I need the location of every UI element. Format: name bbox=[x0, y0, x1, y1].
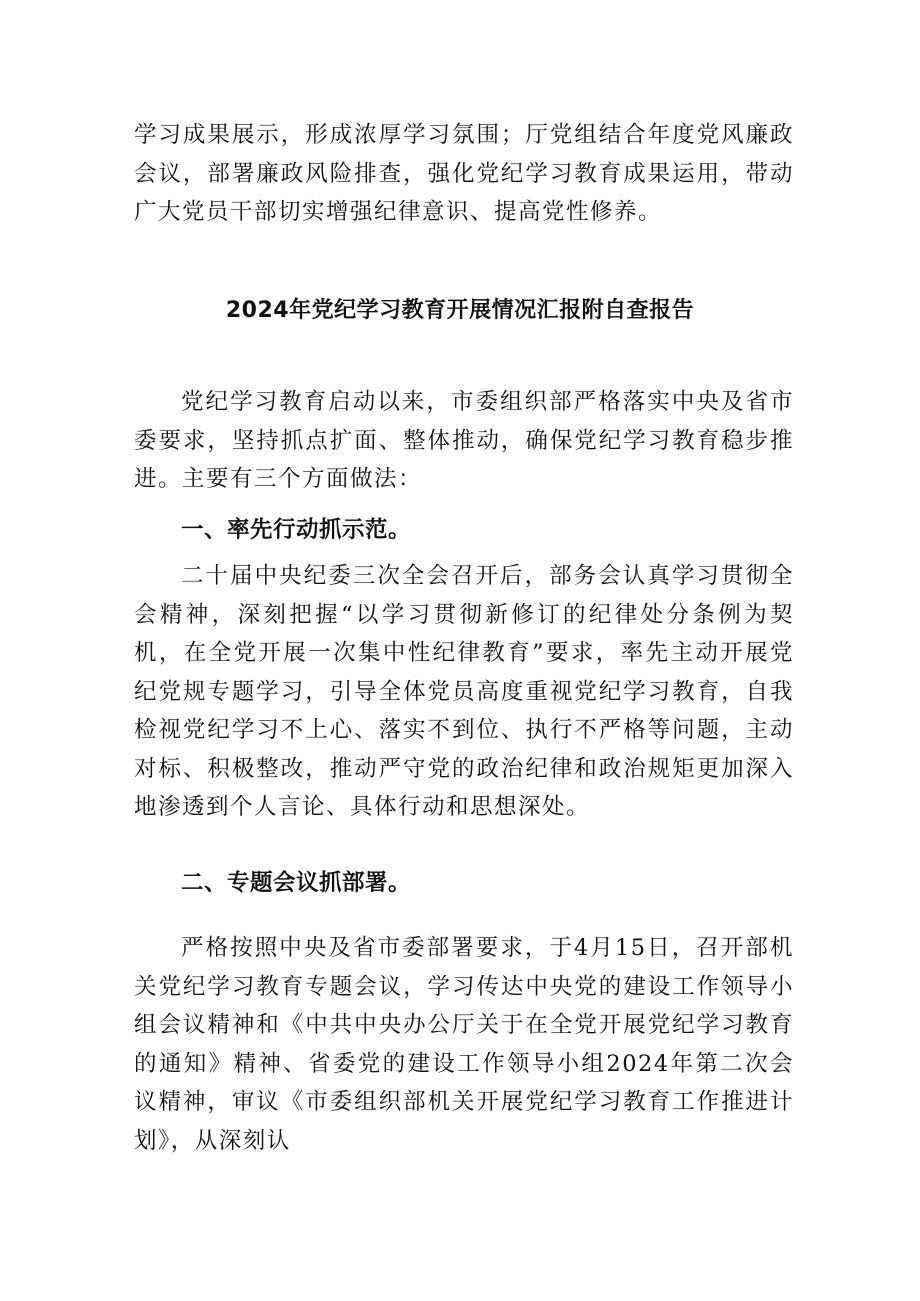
section-heading-1: 一、率先行动抓示范。 bbox=[181, 517, 412, 543]
paragraph-opening: 党纪学习教育启动以来，市委组织部严格落实中央及省市委要求，坚持抓点扩面、整体推动，确保党纪学习教育稳步推进。主要有三个方面做法： bbox=[134, 389, 794, 492]
paragraph-section-2: 严格按照中央及省市委部署要求，于4月15日，召开部机关党纪学习教育专题会议，学习传达中央党的建设工作领导小组会议精神和《中共中央办公厅关于在全党开展党纪学习教育的通知》精神、省委党的建设工作领导小组2024年第二次会议精神，审议《市委组织部机关开展党纪学习教育工作推进计划》，从深刻认 bbox=[134, 935, 794, 1154]
document-title: 2024年党纪学习教育开展情况汇报附自查报告 bbox=[225, 298, 695, 323]
section-heading-2: 二、专题会议抓部署。 bbox=[181, 870, 412, 896]
intro-paragraph: 学习成果展示，形成浓厚学习氛围；厅党组结合年度党风廉政会议，部署廉政风险排查，强化党纪学习教育成果运用，带动广大党员干部切实增强纪律意识、提高党性修养。 bbox=[134, 122, 794, 225]
paragraph-section-1: 二十届中央纪委三次全会召开后，部务会认真学习贯彻全会精神，深刻把握“以学习贯彻新修订的纪律处分条例为契机，在全党开展一次集中性纪律教育”要求，率先主动开展党纪党规专题学习，引导全体党员高度重视党纪学习教育，自我检视党纪学习不上心、落实不到位、执行不严格等问题，主动对标、积极整改，推动严守党的政治纪律和政治规矩更加深入地渗透到个人言论、具体行动和思想深处。 bbox=[134, 563, 794, 820]
